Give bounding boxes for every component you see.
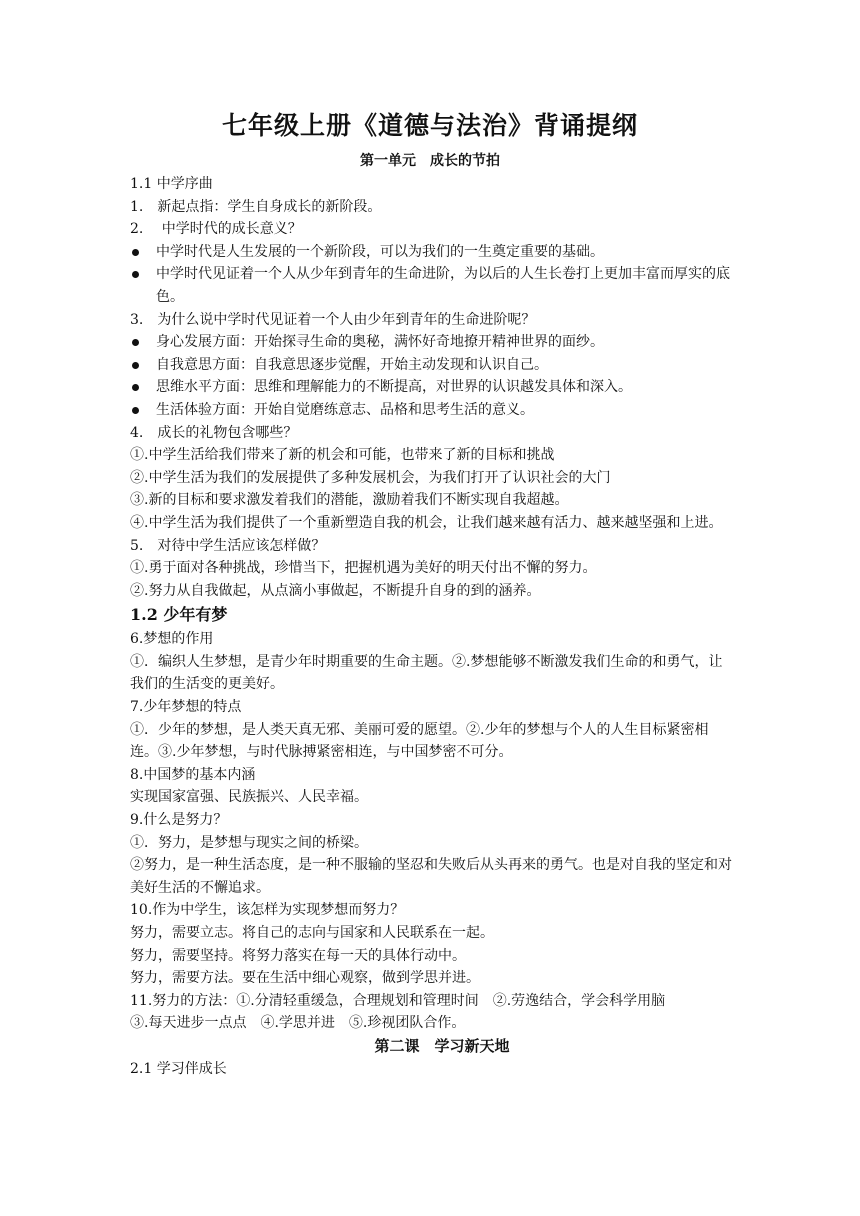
bullet-item: 中学时代见证着一个人从少年到青年的生命进阶，为以后的人生长卷打上更加丰富而厚实的底色。: [130, 263, 734, 308]
text-line: ③.新的目标和要求激发着我们的潜能，激励着我们不断实现自我超越。: [130, 492, 569, 509]
text-line: ①.中学生活给我们带来了新的机会和可能，也带来了新的目标和挑战: [130, 447, 555, 464]
section-heading: 1.2 少年有梦: [130, 605, 228, 625]
text-line: 1.1 中学序曲: [130, 176, 213, 192]
text-line: ②.努力从自我做起，从点滴小事做起，不断提升自身的到的涵养。: [130, 582, 541, 599]
bullet-item: 身心发展方面：开始探寻生命的奥秘，满怀好奇地撩开精神世界的面纱。: [130, 331, 734, 354]
text-line: 10.作为中学生，该怎样为实现梦想而努力？: [130, 902, 405, 919]
text-line: ③.每天进步一点点 ④.学思并进 ⑤.珍视团队合作。: [130, 1015, 466, 1032]
text-line: 6.梦想的作用: [130, 631, 214, 648]
text-line: 2. 中学时代的成长意义？: [130, 221, 302, 238]
document-body: [130, 173, 734, 1080]
paragraph: ①．编织人生梦想，是青少年时期重要的生命主题。②.梦想能够不断激发我们生命的和勇气，让我们的生活变的更美好。: [130, 653, 723, 693]
text-line: 11.努力的方法：①.分清轻重缓急，合理规划和管理时间 ②.劳逸结合，学会科学用脑: [130, 992, 666, 1009]
text-line: ①．努力，是梦想与现实之间的桥梁。: [130, 834, 368, 851]
text-line: 努力，需要方法。要在生活中细心观察，做到学思并进。: [130, 970, 480, 987]
text-line: ①.勇于面对各种挑战，珍惜当下，把握机遇为美好的明天付出不懈的努力。: [130, 560, 597, 577]
bullet-item: 自我意思方面：自我意思逐步觉醒，开始主动发现和认识自己。: [130, 354, 734, 377]
text-line: 4. 成长的礼物包含哪些？: [130, 424, 298, 441]
bullet-item: 中学时代是人生发展的一个新阶段，可以为我们的一生奠定重要的基础。: [130, 241, 734, 264]
text-line: 9.什么是努力？: [130, 812, 228, 829]
bullet-item: 生活体验方面：开始自觉磨练意志、品格和思考生活的意义。: [130, 399, 734, 422]
text-line: 3. 为什么说中学时代见证着一个人由少年到青年的生命进阶呢？: [130, 311, 536, 328]
text-line: 实现国家富强、民族振兴、人民幸福。: [130, 789, 368, 806]
unit-title: 第一单元 成长的节拍: [360, 153, 500, 169]
paragraph: ②努力，是一种生活态度，是一种不服输的坚忍和失败后从头再来的勇气。也是对自我的坚定和对美好生活的不懈追求。: [130, 857, 732, 896]
text-line: 努力，需要坚持。将努力落实在每一天的具体行动中。: [130, 947, 466, 964]
bullet-item: 思维水平方面：思维和理解能力的不断提高，对世界的认识越发具体和深入。: [130, 376, 734, 399]
lesson-title: 第二课 学习新天地: [374, 1036, 510, 1055]
document-title: 七年级上册《道德与法治》背诵提纲: [221, 111, 638, 140]
paragraph: ①．少年的梦想，是人类天真无邪、美丽可爱的愿望。②.少年的梦想与个人的人生目标紧密相连。③.少年梦想，与时代脉搏紧密相连，与中国梦密不可分。: [130, 721, 709, 761]
text-line: 1. 新起点指：学生自身成长的新阶段。: [130, 198, 382, 215]
text-line: 7.少年梦想的特点: [130, 699, 242, 716]
paragraph: ④.中学生活为我们提供了一个重新塑造自我的机会，让我们越来越有活力、越来越坚强和上进。: [130, 514, 723, 531]
text-line: 努力，需要立志。将自己的志向与国家和人民联系在一起。: [130, 925, 494, 941]
text-line: 5. 对待中学生活应该怎样做？: [130, 537, 326, 554]
text-line: 2.1 学习伴成长: [130, 1060, 227, 1077]
text-line: ②.中学生活为我们的发展提供了多种发展机会，为我们打开了认识社会的大门: [130, 469, 611, 486]
text-line: 8.中国梦的基本内涵: [130, 766, 256, 783]
